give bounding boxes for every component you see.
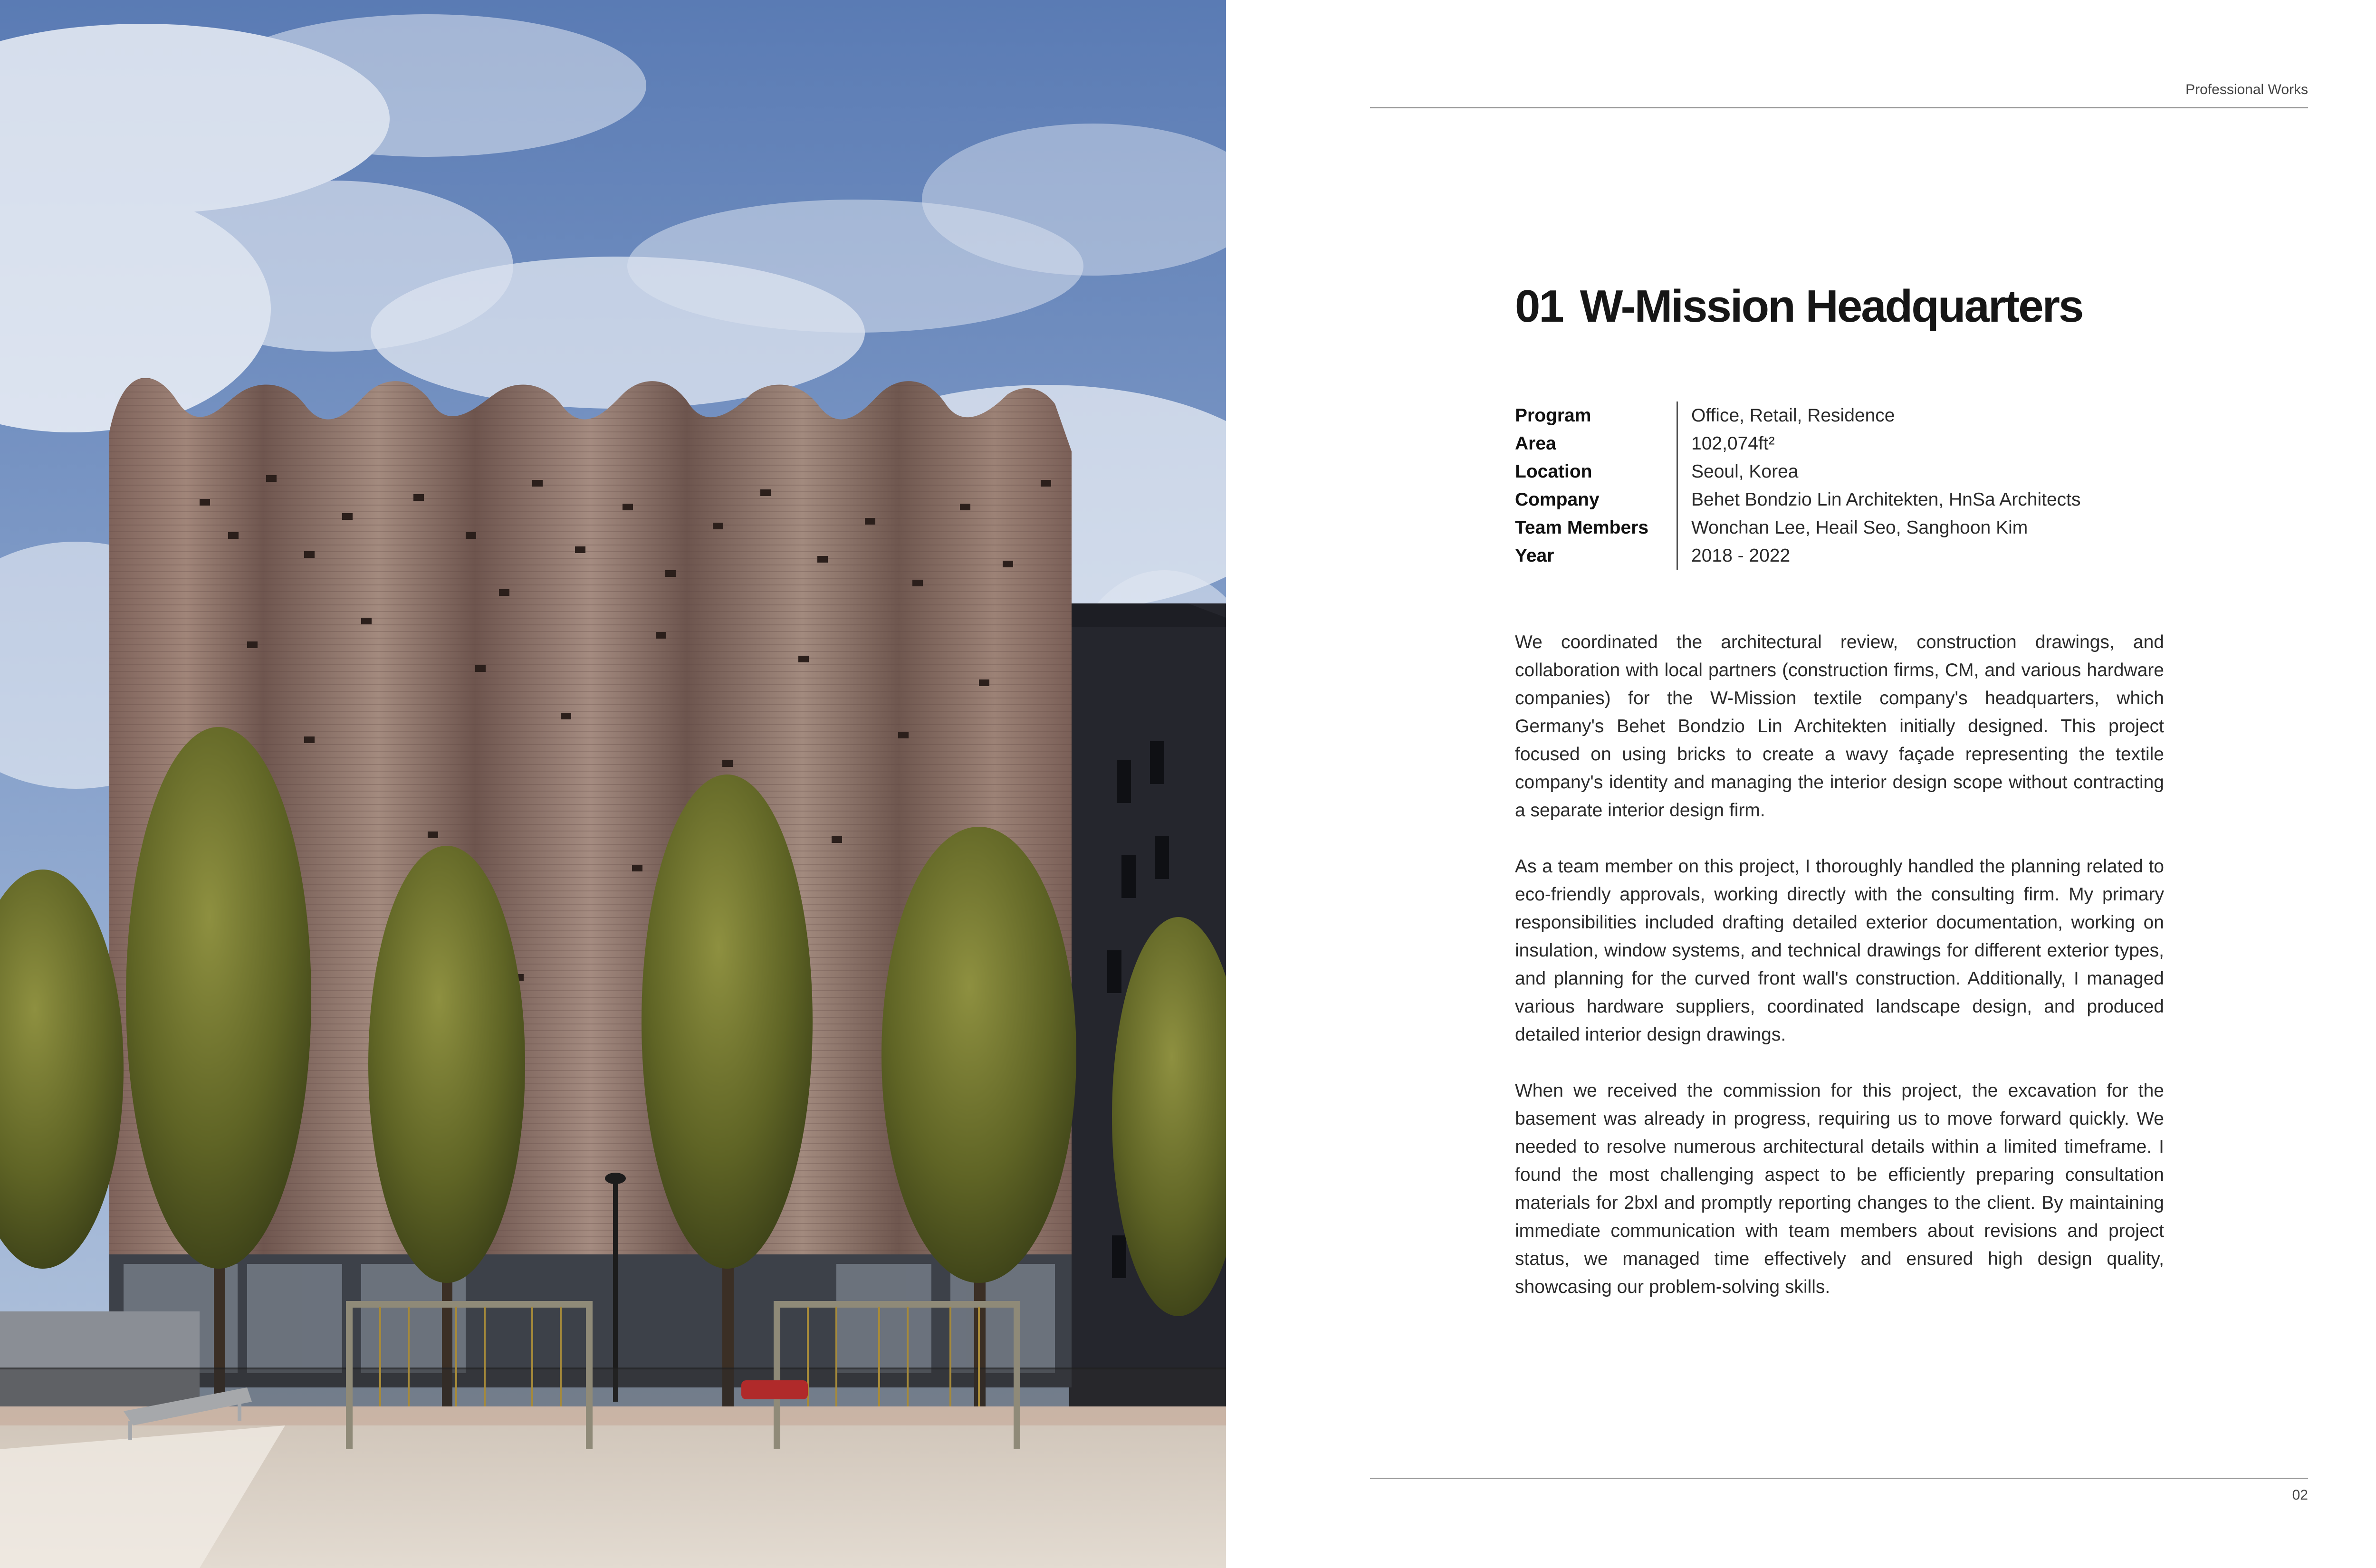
section-label: Professional Works <box>2185 82 2308 97</box>
spec-value: Seoul, Korea <box>1691 461 1799 482</box>
spec-row-program <box>1515 402 2080 430</box>
spec-divider <box>1677 486 1678 514</box>
page-number: 02 <box>2292 1487 2308 1503</box>
spec-key: Year <box>1515 545 1554 566</box>
footer-rule <box>1370 1478 2308 1479</box>
spec-key: Location <box>1515 461 1592 482</box>
description-paragraph: We coordinated the architectural review, construction drawings, and collaboration with local partners (construction firms, CM, and various hardware companies) for the W-Mission textile company's headquarters, which Germany's Behet Bondzio Lin Architekten initially designed. This project focused on using bricks to create a wavy façade representing the textile company's identity and managing the interior design scope without contracting a separate interior design firm. <box>1515 632 2164 821</box>
spec-key: Program <box>1515 405 1591 426</box>
description-paragraph: As a team member on this project, I thoroughly handled the planning related to eco-friendly approvals, working directly with the consulting firm. My primary responsibilities included drafting detailed exterior documentation, working on insulation, window systems, and technical drawings for different exterior types, and planning for the curved front wall's construction. Additionally, I managed various hardware suppliers, coordinated landscape design, and produced detailed interior design drawings. <box>1515 856 2164 1045</box>
description-paragraph: When we received the commission for this project, the excavation for the basement was already in progress, requiring us to move forward quickly. We needed to resolve numerous architectural details within a limited timeframe. I found the most challenging aspect to be efficiently preparing consultation materials for 2bxl and promptly reporting changes to the client. By maintaining immediate communication with team members about revisions and project status, we managed time effectively and ensured high design quality, showcasing our problem-solving skills. <box>1515 1080 2164 1297</box>
spec-value: 2018 - 2022 <box>1691 545 1791 566</box>
project-specs-table <box>1515 402 2080 570</box>
spec-key: Team Members <box>1515 517 1649 538</box>
spec-row-location <box>1515 458 2080 486</box>
spec-row-area <box>1515 430 2080 458</box>
project-number: 01 <box>1515 281 1563 332</box>
spec-value: Behet Bondzio Lin Architekten, HnSa Architects <box>1691 489 2081 510</box>
spec-row-company <box>1515 486 2080 514</box>
spec-divider <box>1677 402 1678 430</box>
spec-key: Area <box>1515 433 1556 454</box>
spec-key: Company <box>1515 489 1600 510</box>
spec-divider <box>1677 458 1678 486</box>
spec-row-team-members <box>1515 514 2080 542</box>
spec-divider <box>1677 514 1678 542</box>
project-name: W-Mission Headquarters <box>1580 281 2083 332</box>
spec-value: 102,074ft² <box>1691 433 1775 454</box>
spec-divider <box>1677 430 1678 458</box>
spec-divider <box>1677 542 1678 570</box>
spec-value: Wonchan Lee, Heail Seo, Sanghoon Kim <box>1691 517 2028 538</box>
project-title <box>1515 280 2082 333</box>
project-description <box>1515 628 2164 1329</box>
spec-row-year <box>1515 542 2080 570</box>
header-rule <box>1370 107 2308 108</box>
spec-value: Office, Retail, Residence <box>1691 405 1895 426</box>
